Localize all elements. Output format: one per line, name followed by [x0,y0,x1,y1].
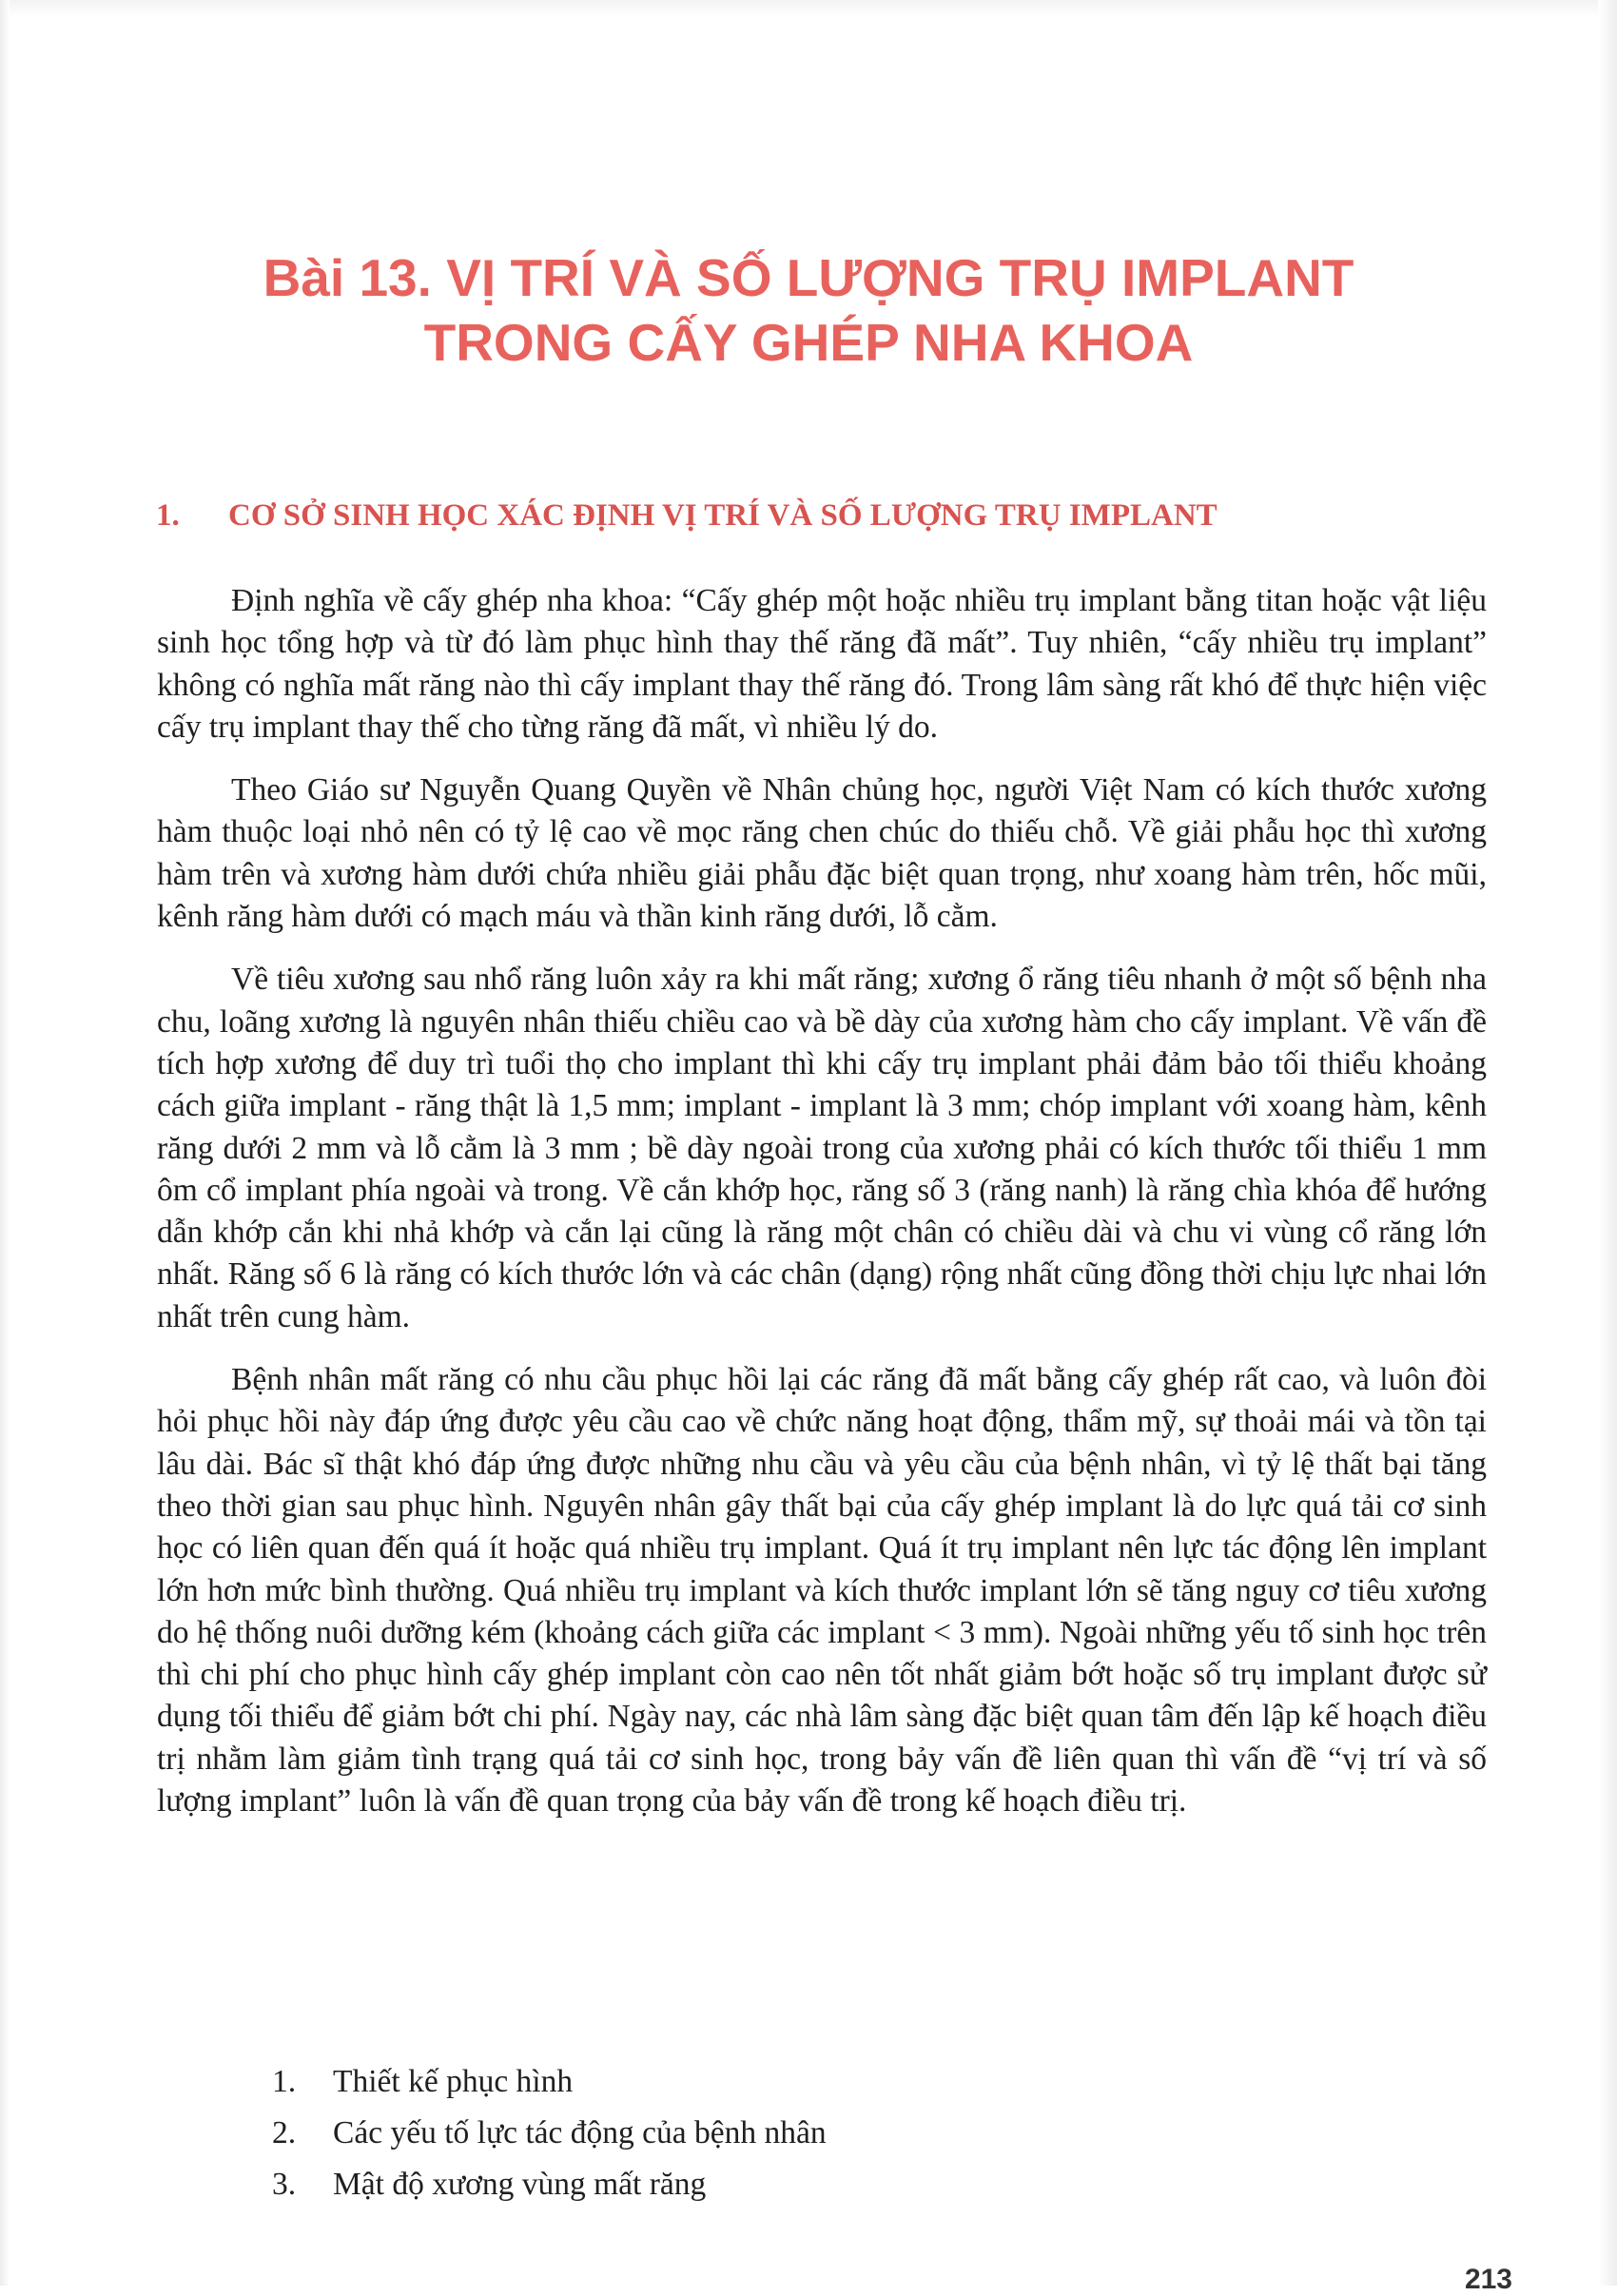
body-text [157,580,1487,1843]
scan-edge-top [0,0,1617,17]
lesson-title-line-1: Bài 13. VỊ TRÍ VÀ SỐ LƯỢNG TRỤ IMPLANT [263,248,1354,307]
list-item [272,2056,1413,2108]
paragraph: Định nghĩa về cấy ghép nha khoa: “Cấy ghép một hoặc nhiều trụ implant bằng titan hoặc vật liệu sinh học tổng hợp và từ đó làm phục hình thay thế răng đã mất”. Tuy nhiên, “cấy nhiều trụ implant” không có nghĩa mất răng nào thì cấy implant thay thế răng đó. Trong lâm sàng rất khó để thực hiện việc cấy trụ implant thay thế cho từng răng đã mất, vì nhiều lý do. [157,583,1487,745]
list-item [272,2159,1413,2210]
section-heading-text: CƠ SỞ SINH HỌC XÁC ĐỊNH VỊ TRÍ VÀ SỐ LƯỢNG TRỤ IMPLANT [228,498,1218,533]
page-number: 213 [1464,2264,1512,2295]
section-heading [156,495,1488,536]
paragraph: Theo Giáo sư Nguyễn Quang Quyền về Nhân chủng học, người Việt Nam có kích thước xương hàm thuộc loại nhỏ nên có tỷ lệ cao về mọc răng chen chúc do thiếu chỗ. Về giải phẫu học thì xương hàm trên và xương hàm dưới chứa nhiều giải phẫu đặc biệt quan trọng, như xoang hàm trên, hốc mũi, kênh răng hàm dưới có mạch máu và thần kinh răng dưới, lỗ cằm. [157,772,1487,935]
section-number: 1. [156,498,180,533]
list-item-number: 3. [272,2167,297,2202]
list-item-number: 1. [272,2064,297,2099]
paragraph: Bệnh nhân mất răng có nhu cầu phục hồi lại các răng đã mất bằng cấy ghép rất cao, và luôn đòi hỏi phục hồi này đáp ứng được yêu cầu cao về chức năng hoạt động, thẩm mỹ, sự thoải mái và tồn tại lâu dài. Bác sĩ thật khó đáp ứng được những nhu cầu và yêu cầu của bệnh nhân, vì tỷ lệ thất bại tăng theo thời gian sau phục hình. Nguyên nhân gây thất bại của cấy ghép implant là do lực quá tải cơ sinh học có liên quan đến quá ít hoặc quá nhiều trụ implant. Quá ít trụ implant nên lực tác động lên implant lớn hơn mức bình thường. Quá nhiều trụ implant và kích thước implant lớn sẽ tăng nguy cơ tiêu xương do hệ thống nuôi dưỡng kém (khoảng cách giữa các implant < 3 mm). Ngoài những yếu tố sinh học trên thì chi phí cho phục hình cấy ghép implant còn cao nên tốt nhất giảm bớt hoặc số trụ implant được sử dụng tối thiểu để giảm bớt chi phí. Ngày nay, các nhà lâm sàng đặc biệt quan tâm đến lập kế hoạch điều trị nhằm làm giảm tình trạng quá tải cơ sinh học, trong bảy vấn đề liên quan thì vấn đề “vị trí và số lượng implant” luôn là vấn đề quan trọng của bảy vấn đề trong kế hoạch điều trị. [157,1362,1487,1819]
list-item-text: Các yếu tố lực tác động của bệnh nhân [333,2115,827,2150]
list-item-text: Thiết kế phục hình [333,2064,574,2099]
paragraph: Về tiêu xương sau nhổ răng luôn xảy ra khi mất răng; xương ổ răng tiêu nhanh ở một số bệnh nha chu, loãng xương là nguyên nhân thiếu chiều cao và bề dày của xương hàm cho cấy implant. Về vấn đề tích hợp xương để duy trì tuổi thọ cho implant thì khi cấy trụ implant phải đảm bảo tối thiểu khoảng cách giữa implant - răng thật là 1,5 mm; implant - implant là 3 mm; chóp implant với xoang hàm, kênh răng dưới 2 mm và lỗ cằm là 3 mm ; bề dày ngoài trong của xương phải có kích thước tối thiểu 1 mm ôm cổ implant phía ngoài và trong. Về cắn khớp học, răng số 3 (răng nanh) là răng chìa khóa để hướng dẫn khớp cắn khi nhả khớp và cắn lại cũng là răng một chân có chiều dài và chu vi vùng cổ răng lớn nhất. Răng số 6 là răng có kích thước lớn và các chân (dạng) rộng nhất cũng đồng thời chịu lực nhai lớn nhất trên cung hàm. [157,962,1487,1334]
lesson-title [0,245,1617,375]
list-item-number: 2. [272,2115,297,2150]
lesson-title-line-2: TRONG CẤY GHÉP NHA KHOA [423,313,1194,372]
list-item-text: Mật độ xương vùng mất răng [333,2167,707,2202]
list-item [272,2108,1413,2159]
factor-list [272,2056,1413,2210]
